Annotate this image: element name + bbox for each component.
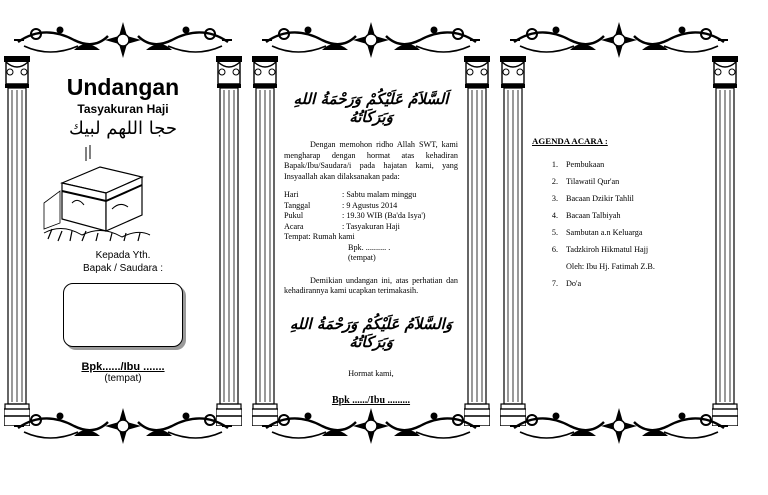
signature: Bpk ....../Ibu ......... <box>331 395 411 406</box>
tempat-place: (tempat) <box>348 253 376 262</box>
sender-name: Bpk....../Ibu ....... <box>81 361 165 373</box>
detail-row: Hari : Sabtu malam minggu <box>284 190 417 199</box>
column-right <box>464 56 490 426</box>
ornament-bottom <box>510 406 728 446</box>
cover-arabic: حجا اللهم لبيك <box>69 118 177 139</box>
kaaba-illustration <box>42 143 152 243</box>
invitation-content <box>284 68 458 406</box>
list-item: 7. Do'a <box>551 279 582 288</box>
column-right <box>216 56 242 426</box>
recipient-label-2: Bapak / Saudara : <box>82 263 164 274</box>
cover-panel <box>4 20 242 450</box>
column-right <box>712 56 738 426</box>
ornament-top <box>14 20 232 60</box>
ornament-top <box>262 20 480 60</box>
cover-content <box>36 68 210 406</box>
column-left <box>500 56 526 426</box>
column-left <box>4 56 30 426</box>
agenda-speaker: Oleh: Ibu Hj. Fatimah Z.B. <box>566 262 655 271</box>
recipient-label-1: Kepada Yth. <box>95 250 151 261</box>
ornament-bottom <box>14 406 232 446</box>
address-box <box>63 283 183 347</box>
list-item: 2. Tilawatil Qur'an <box>551 177 620 186</box>
event-details <box>284 190 458 264</box>
ornament-bottom <box>262 406 480 446</box>
list-item: 1. Pembukaan <box>551 160 605 169</box>
detail-row: Acara : Tasyakuran Haji <box>284 221 400 231</box>
list-item: 4. Bacaan Talbiyah <box>551 211 621 220</box>
list-item: 3. Bacaan Dzikir Tahlil <box>551 194 634 203</box>
detail-row: Tanggal : 9 Agustus 2014 <box>284 200 398 210</box>
agenda-list <box>532 156 706 292</box>
cover-title: Undangan <box>66 74 180 100</box>
tempat-host: Bpk. .......... . <box>348 242 391 252</box>
detail-row: Pukul : 19.30 WIB (Ba'da Isya') <box>284 211 426 220</box>
opening-paragraph: Dengan memohon ridho Allah SWT, kami mengharap dengan hormat atas kehadiran Bapak/Ibu/Saudara/i pada hajatan kami, yang Insyaallah akan dilaksanakan pada: <box>284 140 458 181</box>
agenda-title: AGENDA ACARA : <box>532 136 608 146</box>
salam-opening: اَلسَّلاَمُ عَلَيْكُمْ وَرَحْمَةُ اللهِ وَبَرَكَاتُهُ <box>293 90 449 126</box>
invitation-panel <box>252 20 490 450</box>
closing-paragraph: Demikian undangan ini, atas perhatian dan kehadirannya kami ucapkan terimakasih. <box>284 275 458 295</box>
salam-closing: وَالسَّلاَمُ عَلَيْكُمْ وَرَحْمَةُ اللهِ وَبَرَكَاتُهُ <box>289 314 453 351</box>
list-item: 5. Sambutan a.n Keluarga <box>551 228 643 237</box>
regards: Hormat kami, <box>348 368 394 378</box>
tempat-label: Tempat: Rumah kami <box>284 232 355 241</box>
ornament-top <box>510 20 728 60</box>
column-left <box>252 56 278 426</box>
cover-subtitle: Tasyakuran Haji <box>77 102 169 116</box>
list-item: 6. Tadzkiroh Hikmatul Hajj <box>551 245 649 254</box>
sender-place: (tempat) <box>104 373 142 384</box>
agenda-panel <box>500 20 738 450</box>
agenda-content <box>532 68 706 406</box>
